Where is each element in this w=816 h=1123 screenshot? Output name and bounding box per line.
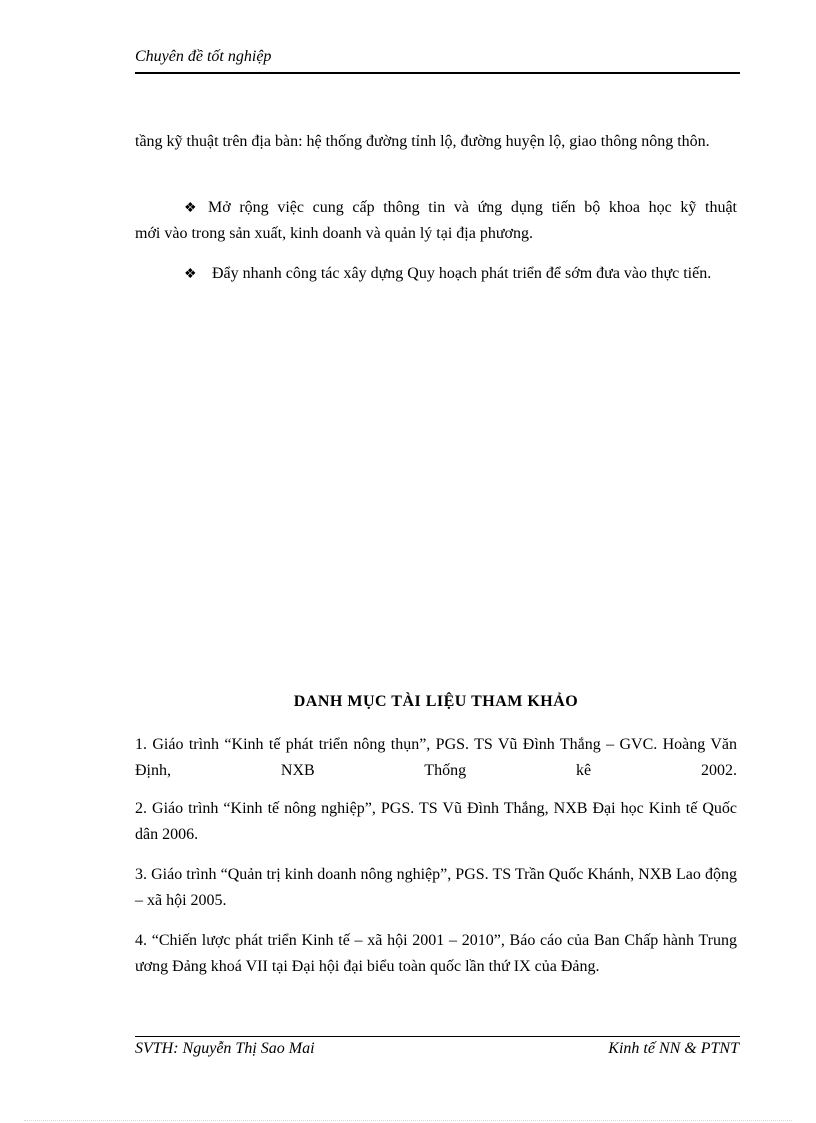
references-heading: DANH MỤC TÀI LIỆU THAM KHẢO bbox=[293, 693, 579, 710]
page-bottom-edge bbox=[24, 1120, 792, 1121]
bullet-item-1 bbox=[184, 195, 208, 222]
footer-author: SVTH: Nguyễn Thị Sao Mai bbox=[135, 1040, 315, 1057]
reference-item-1: 1. Giáo trình “Kinh tế phát triển nông thụn”, PGS. TS Vũ Đình Thắng – GVC. Hoàng Văn Định, NXB Thống kê 2002. bbox=[135, 736, 737, 779]
reference-item-2: 2. Giáo trình “Kinh tế nông nghiệp”, PGS. TS Vũ Đình Thắng, NXB Đại học Kinh tế Quốc dân 2006. bbox=[135, 800, 737, 843]
reference-item-4: 4. “Chiến lược phát triển Kinh tế – xã hội 2001 – 2010”, Báo cáo của Ban Chấp hành Trung ương Đảng khoá VII tại Đại hội đại biểu toàn quốc lần thứ IX của Đảng. bbox=[135, 932, 737, 975]
bullet-item-2-text: Đẩy nhanh công tác xây dựng Quy hoạch phát triển để sớm đưa vào thực tiến. bbox=[212, 265, 712, 282]
diamond-bullet-icon: ❖ bbox=[184, 267, 197, 282]
diamond-bullet-icon: ❖ bbox=[184, 201, 197, 216]
footer-department: Kinh tế NN & PTNT bbox=[608, 1040, 739, 1057]
intro-paragraph: tầng kỹ thuật trên địa bàn: hệ thống đường tỉnh lộ, đường huyện lộ, giao thông nông thôn. bbox=[135, 133, 710, 150]
header-divider bbox=[135, 72, 740, 74]
bullet-item-1-first-line: Mở rộng việc cung cấp thông tin và ứng dụng tiến bộ khoa học kỹ thuật bbox=[208, 199, 737, 216]
footer-divider bbox=[135, 1036, 740, 1037]
bullet-item-1-continuation: mới vào trong sản xuất, kinh doanh và quản lý tại địa phương. bbox=[135, 225, 533, 242]
header-title: Chuyên đề tốt nghiệp bbox=[135, 48, 272, 65]
reference-item-3: 3. Giáo trình “Quản trị kinh doanh nông nghiệp”, PGS. TS Trần Quốc Khánh, NXB Lao động – xã hội 2005. bbox=[135, 866, 737, 909]
bullet-item-2 bbox=[184, 261, 711, 288]
